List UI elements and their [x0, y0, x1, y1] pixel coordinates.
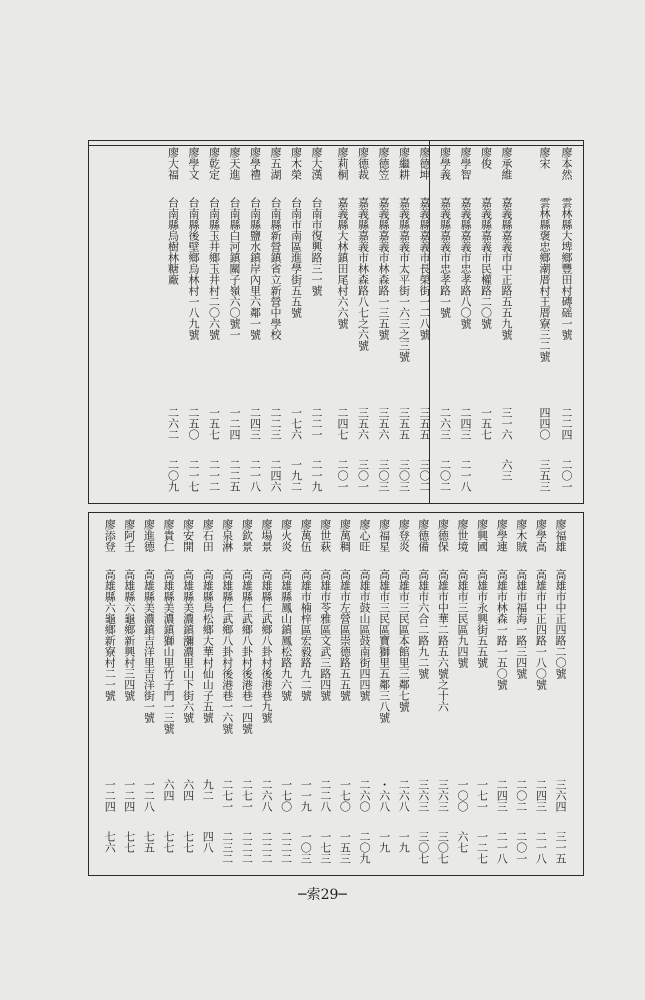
directory-entry — [356, 141, 370, 503]
entry-number-2: 二〇九 — [358, 831, 371, 864]
entry-name: 廖德笠 — [377, 147, 390, 180]
directory-entry — [220, 513, 234, 875]
entry-name: 廖德坤 — [418, 147, 431, 180]
directory-entry — [141, 513, 155, 875]
entry-number-2: 一九二 — [289, 459, 303, 492]
entry-number-2: 三〇二 — [418, 459, 431, 492]
directory-entry — [200, 513, 214, 875]
directory-entry — [537, 141, 551, 503]
entry-address: 台南縣後壁鄉烏林村一八九號 — [187, 197, 200, 340]
entry-address: 嘉義縣嘉義市林森路一三五號 — [377, 197, 390, 340]
entry-number-1: 一七〇 — [279, 779, 293, 812]
entry-number-1: 二六二 — [166, 407, 180, 440]
entry-name: 廖德裁 — [356, 147, 370, 180]
entry-number-2: 二〇二 — [438, 459, 452, 492]
directory-entry — [417, 141, 431, 503]
entry-number-1: 三六三 — [416, 779, 430, 812]
entry-name: 廖木賊 — [514, 519, 528, 552]
entry-address: 雲林縣褒忠鄉潮厝村王厝寮三二號 — [538, 197, 551, 362]
directory-entry — [161, 513, 175, 875]
entry-number-1: 三六三 — [436, 779, 450, 812]
entry-address: 高雄縣美濃鎮吉洋里吉洋街一號 — [142, 569, 156, 723]
entry-address: 高雄市中正四路二〇號 — [554, 569, 567, 679]
entry-name: 廖學禮 — [248, 147, 262, 180]
entry-number-1: ・六八 — [377, 779, 391, 812]
entry-name: 廖泉淋 — [220, 519, 234, 552]
entry-address: 高雄縣六龜鄉新興村三四號 — [122, 569, 136, 701]
entry-number-2: 三〇三 — [377, 459, 390, 492]
entry-address: 雲林縣大埤鄉豐田村磚磘一號 — [560, 197, 573, 340]
entry-number-1: 二七一 — [220, 779, 234, 812]
entry-number-2: 二二二 — [260, 831, 273, 864]
entry-number-1: 一〇〇 — [456, 779, 469, 812]
directory-entry — [479, 141, 493, 503]
entry-name: 廖福雄 — [554, 519, 567, 552]
entry-number-2: 二四六 — [269, 459, 282, 492]
entry-number-2: 二一八 — [248, 459, 262, 492]
directory-entry — [416, 513, 430, 875]
entry-number-1: 二六八 — [397, 779, 411, 812]
entry-name: 廖莉桐 — [336, 147, 349, 180]
entry-number-2: 一九 — [397, 831, 411, 853]
directory-entry — [122, 513, 136, 875]
entry-number-1: 一七〇 — [338, 779, 352, 812]
entry-address: 高雄市苓雅區文武三路四號 — [318, 569, 332, 701]
directory-entry — [455, 513, 469, 875]
entry-address: 嘉義縣嘉義市中正路五五九號 — [500, 197, 513, 340]
directory-entry — [279, 513, 293, 875]
entry-name: 廖阿壬 — [122, 519, 136, 552]
entry-address: 高雄市三民區九四號 — [456, 569, 469, 668]
entry-number-1: 四四〇 — [538, 407, 551, 440]
entry-name: 廖貴仁 — [162, 519, 175, 552]
entry-number-1: 二〇二 — [514, 779, 528, 812]
directory-entry — [298, 513, 312, 875]
bottom-directory-section — [88, 512, 584, 876]
entry-number-1: 一二四 — [122, 779, 136, 812]
entry-number-1: 二四三 — [459, 407, 472, 440]
directory-entry — [494, 513, 508, 875]
entry-number-2: 六三 — [500, 459, 513, 481]
entry-address: 嘉義縣大林鎮田尾村六六號 — [336, 197, 349, 329]
entry-address: 台南縣新營鎮省立新營中學校 — [269, 197, 282, 340]
entry-number-2: 四八 — [201, 831, 215, 853]
entry-name: 廖萬伍 — [299, 519, 313, 552]
entry-number-1: 二六〇 — [358, 779, 371, 812]
entry-address: 高雄縣仁武鄉八卦村後港巷一六號 — [220, 569, 234, 734]
entry-number-2: 二一八 — [459, 459, 472, 492]
directory-entry — [357, 513, 371, 875]
entry-number-1: 二六三 — [438, 407, 452, 440]
entry-number-1: 一一九 — [299, 779, 313, 812]
directory-entry — [309, 141, 323, 503]
directory-entry — [397, 141, 411, 503]
directory-entry — [337, 513, 351, 875]
entry-name: 廖石田 — [201, 519, 215, 552]
directory-entry — [181, 513, 195, 875]
entry-address: 高雄市林森一路一五〇號 — [495, 569, 509, 690]
entry-number-2: 二二二 — [240, 831, 254, 864]
entry-address: 嘉義縣嘉義市林森路八七之六號 — [356, 197, 370, 351]
entry-address: 高雄縣美濃鎮獅山里竹子門一三號 — [162, 569, 175, 734]
entry-number-2: 一九 — [377, 831, 391, 853]
entry-name: 廖大漢 — [310, 147, 323, 180]
entry-number-2: 三〇七 — [416, 831, 430, 864]
entry-number-1: 三一六 — [500, 407, 513, 440]
directory-entry — [475, 513, 489, 875]
entry-address: 高雄市中正四路一八〇號 — [534, 569, 548, 690]
entry-number-2: 七七 — [122, 831, 136, 853]
entry-number-2: 二〇一 — [514, 831, 528, 864]
entry-number-1: 二四七 — [336, 407, 349, 440]
entry-name: 廖乾定 — [207, 147, 221, 180]
entry-name: 廖德保 — [436, 519, 450, 552]
entry-name: 廖本然 — [560, 147, 573, 180]
entry-number-1: 一七一 — [475, 779, 489, 812]
directory-entry — [559, 141, 573, 503]
entry-number-1: 一二四 — [103, 779, 117, 812]
entry-number-2: 二〇一 — [336, 459, 349, 492]
entry-number-2: 三〇三 — [397, 459, 411, 492]
directory-entry — [435, 513, 449, 875]
entry-address: 高雄市三民區寶獅里五鄰三八號 — [377, 569, 391, 723]
entry-address: 嘉義縣嘉義市太平街一六三之三號 — [397, 197, 411, 362]
entry-address: 高雄市左營區崇德路五五號 — [338, 569, 352, 701]
entry-number-1: 二二一 — [310, 407, 323, 440]
entry-address: 台南市復興路三一號 — [310, 197, 323, 296]
entry-number-1: 二四三 — [534, 779, 548, 812]
directory-entry — [514, 513, 528, 875]
entry-number-2: 七六 — [103, 831, 117, 853]
directory-entry — [499, 141, 513, 503]
directory-entry — [259, 513, 273, 875]
entry-number-1: 二七一 — [240, 779, 254, 812]
directory-entry — [438, 141, 452, 503]
entry-name: 廖俊 — [479, 147, 493, 169]
directory-entry — [186, 141, 200, 503]
entry-number-1: 三五五 — [397, 407, 411, 440]
directory-entry — [248, 141, 262, 503]
directory-entry — [553, 513, 567, 875]
entry-name: 廖繼耕 — [397, 147, 411, 180]
directory-entry — [396, 513, 410, 875]
entry-number-2: 一二七 — [475, 831, 489, 864]
entry-number-1: 二六八 — [260, 779, 273, 812]
entry-address: 高雄市福海一路三四號 — [514, 569, 528, 679]
entry-number-1: 六四 — [181, 779, 195, 801]
directory-entry — [533, 513, 547, 875]
directory-entry — [458, 141, 472, 503]
entry-name: 廖進德 — [142, 519, 156, 552]
entry-address: 高雄縣仁武鄉八卦村後港巷九號 — [260, 569, 273, 723]
entry-name: 廖登炎 — [397, 519, 411, 552]
entry-address: 高雄縣仁武鄉八卦村後港巷一四號 — [240, 569, 254, 734]
entry-name: 廖世境 — [456, 519, 469, 552]
entry-name: 廖萬稠 — [338, 519, 352, 552]
entry-number-1: 六四 — [162, 779, 175, 801]
entry-name: 廖大福 — [166, 147, 180, 180]
directory-entry — [376, 141, 390, 503]
entry-number-1: 一七六 — [289, 407, 303, 440]
entry-name: 廖宋 — [538, 147, 551, 169]
directory-entry — [227, 141, 241, 503]
entry-number-1: 三五五 — [418, 407, 431, 440]
entry-name: 廖學智 — [459, 147, 472, 180]
directory-entry — [268, 141, 282, 503]
entry-number-2: 三〇七 — [436, 831, 450, 864]
entry-number-1: 三五六 — [356, 407, 370, 440]
entry-number-2: 二三二 — [220, 831, 234, 864]
entry-name: 廖世萩 — [318, 519, 332, 552]
entry-number-2: 一七三 — [318, 831, 332, 864]
entry-name: 廖興國 — [475, 519, 489, 552]
directory-entry — [166, 141, 180, 503]
entry-number-1: 九二 — [201, 779, 215, 801]
entry-address: 嘉義縣嘉義市忠孝路一號 — [438, 197, 452, 318]
entry-address: 高雄市中華二路五六號之十六 — [436, 569, 450, 712]
entry-address: 台南縣烏樹林糖廠 — [166, 197, 180, 285]
entry-address: 高雄縣鳳山鎮鳳松路九六號 — [279, 569, 293, 701]
entry-number-1: 三五六 — [377, 407, 390, 440]
entry-number-2: 二一二 — [207, 459, 221, 492]
entry-address: 高雄市永興街五五號 — [475, 569, 489, 668]
entry-name: 廖場景 — [260, 519, 273, 552]
entry-number-2: 二一七 — [187, 459, 200, 492]
entry-address: 台南縣白河鎮關子嶺六〇號一 — [228, 197, 241, 340]
entry-number-2: 二一八 — [495, 831, 509, 864]
entry-number-1: 一二四 — [228, 407, 241, 440]
entry-number-2: 七七 — [162, 831, 175, 853]
top-directory-section — [88, 140, 584, 504]
page-number: ─索29─ — [298, 887, 347, 903]
entry-number-2: 二一九 — [310, 459, 323, 492]
entry-number-2: 一〇三 — [299, 831, 313, 864]
entry-number-2: 七七 — [181, 831, 195, 853]
entry-number-1: 二二八 — [318, 779, 332, 812]
entry-address: 高雄縣六龜鄉新寮村二一號 — [103, 569, 117, 701]
entry-name: 廖福星 — [377, 519, 391, 552]
directory-entry — [102, 513, 116, 875]
entry-name: 廖德備 — [416, 519, 430, 552]
entry-number-2: 二二二 — [279, 831, 293, 864]
entry-name: 廖安開 — [181, 519, 195, 552]
entry-address: 嘉義縣嘉義市忠孝路八〇號 — [459, 197, 472, 329]
entry-name: 廖五湖 — [269, 147, 282, 180]
entry-name: 廖火炎 — [279, 519, 293, 552]
entry-number-2: 三〇一 — [356, 459, 370, 492]
entry-number-2: 二〇九 — [166, 459, 180, 492]
entry-name: 廖添登 — [103, 519, 117, 552]
entry-address: 高雄縣鳥松鄉大華村仙山子五號 — [201, 569, 215, 723]
entry-number-2: 三一五 — [554, 831, 567, 864]
entry-address: 台南市南區進學街五五號 — [289, 197, 303, 318]
entry-name: 廖心旺 — [358, 519, 371, 552]
entry-address: 嘉義縣嘉義市民權路二〇號 — [479, 197, 493, 329]
entry-name: 廖學高 — [534, 519, 548, 552]
directory-entry — [335, 141, 349, 503]
directory-entry — [377, 513, 391, 875]
entry-number-1: 一二八 — [142, 779, 156, 812]
entry-name: 廖承維 — [500, 147, 513, 180]
entry-address: 嘉義縣嘉義市長榮街一二八號 — [418, 197, 431, 340]
entry-address: 高雄市三民區本館里三鄰七號 — [397, 569, 411, 712]
entry-address: 高雄市鼓山區鼓南街四四號 — [358, 569, 371, 701]
directory-entry — [318, 513, 332, 875]
entry-number-2: 二一八 — [534, 831, 548, 864]
entry-number-1: 二二三 — [269, 407, 282, 440]
entry-number-2: 七五 — [142, 831, 156, 853]
entry-number-2: 三五三 — [538, 459, 551, 492]
entry-name: 廖學文 — [187, 147, 200, 180]
entry-address: 高雄市六合二路九二號 — [416, 569, 430, 679]
entry-number-1: 二四三 — [248, 407, 262, 440]
entry-number-1: 二五〇 — [187, 407, 200, 440]
entry-number-1: 二四三 — [495, 779, 509, 812]
entry-number-1: 一五七 — [207, 407, 221, 440]
entry-name: 廖欽景 — [240, 519, 254, 552]
entry-number-2: 二〇一 — [560, 459, 573, 492]
entry-number-1: 二二四 — [560, 407, 573, 440]
entry-address: 台南縣鹽水鎮岸內里六鄰一號 — [248, 197, 262, 340]
entry-number-1: 一五七 — [479, 407, 493, 440]
entry-address: 高雄縣美濃鎮瀰濃里山下街六號 — [181, 569, 195, 723]
entry-name: 廖木榮 — [289, 147, 303, 180]
entry-address: 台南縣玉井鄉玉井村二〇六號 — [207, 197, 221, 340]
entry-number-2: 六七 — [456, 831, 469, 853]
entry-number-2: 一五三 — [338, 831, 352, 864]
directory-entry — [239, 513, 253, 875]
entry-name: 廖學義 — [438, 147, 452, 180]
entry-number-1: 三六四 — [554, 779, 567, 812]
entry-name: 廖天進 — [228, 147, 241, 180]
entry-number-2: 二二五 — [228, 459, 241, 492]
directory-entry — [289, 141, 303, 503]
entry-name: 廖學連 — [495, 519, 509, 552]
entry-address: 高雄市楠梓區宏毅路九二號 — [299, 569, 313, 701]
directory-entry — [207, 141, 221, 503]
